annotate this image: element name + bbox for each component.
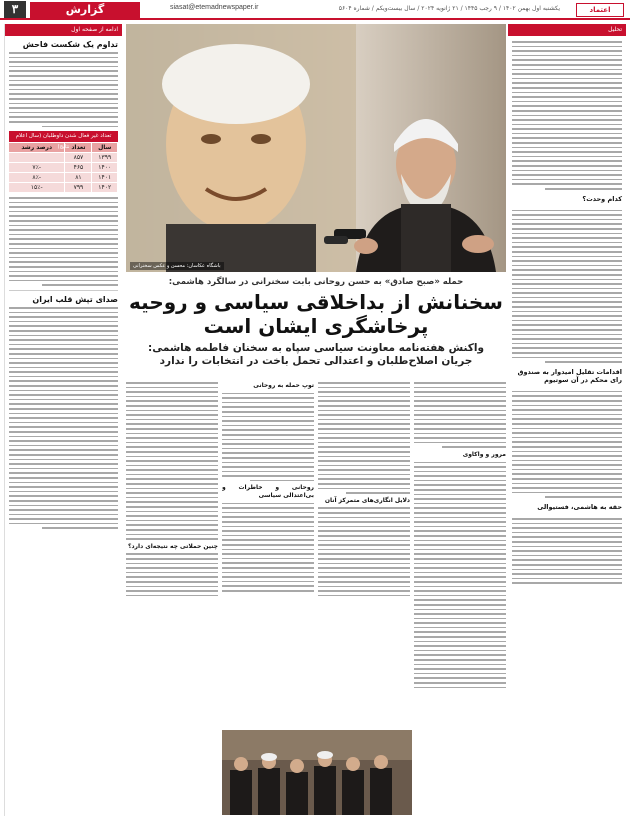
analysis-heading: اقدامات تقلیل امیدوار به صندوق رای محکم در آن سوتیوم: [517, 367, 622, 384]
table-cell: ۴۶۵: [65, 163, 92, 173]
kicker-line: حمله «صبح صادق» به حسن روحانی بابت سخنرانی در سالگرد هاشمی:: [168, 277, 464, 287]
main-article: [126, 24, 506, 550]
analysis-strip: تحلیل: [508, 24, 626, 36]
table-cell: [9, 153, 65, 163]
group-photo-illustration: [222, 730, 412, 815]
main-headline: سخنانش از بداخلاقی سیاسی و روحیه پرخاشگری ایشان است: [129, 290, 503, 338]
website-link[interactable]: siasat@etemadnewspaper.ir: [170, 4, 259, 11]
inline-heading: روحانی و خاطرات و بی‌اعتدالی سیاسی: [222, 484, 314, 500]
table-title: تعداد غیر فعال شدن داوطلبان (سال اعلام نتایج): [9, 131, 118, 142]
lead-photo-illustration: [126, 24, 506, 272]
table-cell: ۷۹۹: [65, 183, 92, 193]
body-column: [126, 379, 218, 819]
table-cell: ۸۱: [65, 173, 92, 183]
table-header: درصد رشد: [9, 143, 65, 153]
masthead-bar: [0, 0, 630, 20]
article-body-filler: [5, 307, 122, 529]
table-cell: -۷٪: [9, 163, 65, 173]
table-row: [9, 173, 118, 183]
left-column: [4, 24, 122, 816]
article-body-filler: [5, 52, 122, 127]
subheadline-2: جریان اصلاح‌طلبان و اعتدالی تحمل باخت در انتخابات را ندارد: [159, 355, 473, 367]
table-cell: ۱۴۰۱: [92, 173, 118, 183]
table-cell: ۱۴۰۰: [92, 163, 118, 173]
table-cell: -۸٪: [9, 173, 65, 183]
analysis-body-filler: [508, 386, 626, 498]
table-cell: ۱۳۹۹: [92, 153, 118, 163]
lead-photo: [126, 24, 506, 272]
analysis-heading: حقه به هاشمی، فستیوالی: [537, 503, 622, 512]
table-cell: ۸۵۷: [65, 153, 92, 163]
body-column: [414, 379, 506, 819]
inline-heading: توپ حمله به روحانی: [253, 382, 314, 389]
section-label: گزارش: [30, 2, 140, 18]
analysis-body-filler: [508, 513, 626, 584]
article-body-filler: [5, 197, 122, 286]
page-number: ۳: [4, 1, 26, 18]
right-column: [508, 24, 626, 816]
analysis-body-filler: [508, 36, 626, 190]
table-header: سال: [92, 143, 118, 153]
table-cell: ۱۴۰۲: [92, 183, 118, 193]
article-title-heartbeat: صدای تپش قلب ایران: [32, 294, 118, 304]
newspaper-logo: اعتماد: [576, 3, 624, 17]
photo-caption: باشگاه عکاسان: محسن و عکس سخنرانی: [130, 262, 224, 270]
analysis-heading: کدام وحدت؟: [582, 194, 622, 203]
inline-heading: مرور و واکاوی: [462, 450, 506, 458]
table-header: تعداد: [65, 143, 92, 153]
analysis-body-filler: [508, 205, 626, 363]
table-cell: -۱۵٪: [9, 183, 65, 193]
group-photo: [222, 730, 412, 815]
table-row: [9, 153, 118, 163]
continuation-strip: ادامه از صفحه اول: [5, 24, 122, 36]
table-row: [9, 183, 118, 193]
date-line: یکشنبه اول بهمن ۱۴۰۲ / ۹ رجب ۱۴۴۵ / ۲۱ ژانویه ۲۰۲۴ / سال بیست‌ویکم / شماره ۵۶۰۴: [338, 5, 560, 12]
table-row: [9, 163, 118, 173]
subheadline-1: واکنش هفته‌نامه معاونت سیاسی سپاه به سخنان فاطمه هاشمی:: [148, 342, 484, 354]
divider: [9, 290, 118, 291]
inline-heading: چنین حملاتی چه نتیجه‌ای دارد؟: [128, 542, 218, 550]
article-title-failure: تداوم یک شکست فاحش: [22, 40, 118, 49]
inline-heading: دلایل انگاری‌های متمرکز آنان: [324, 496, 410, 504]
